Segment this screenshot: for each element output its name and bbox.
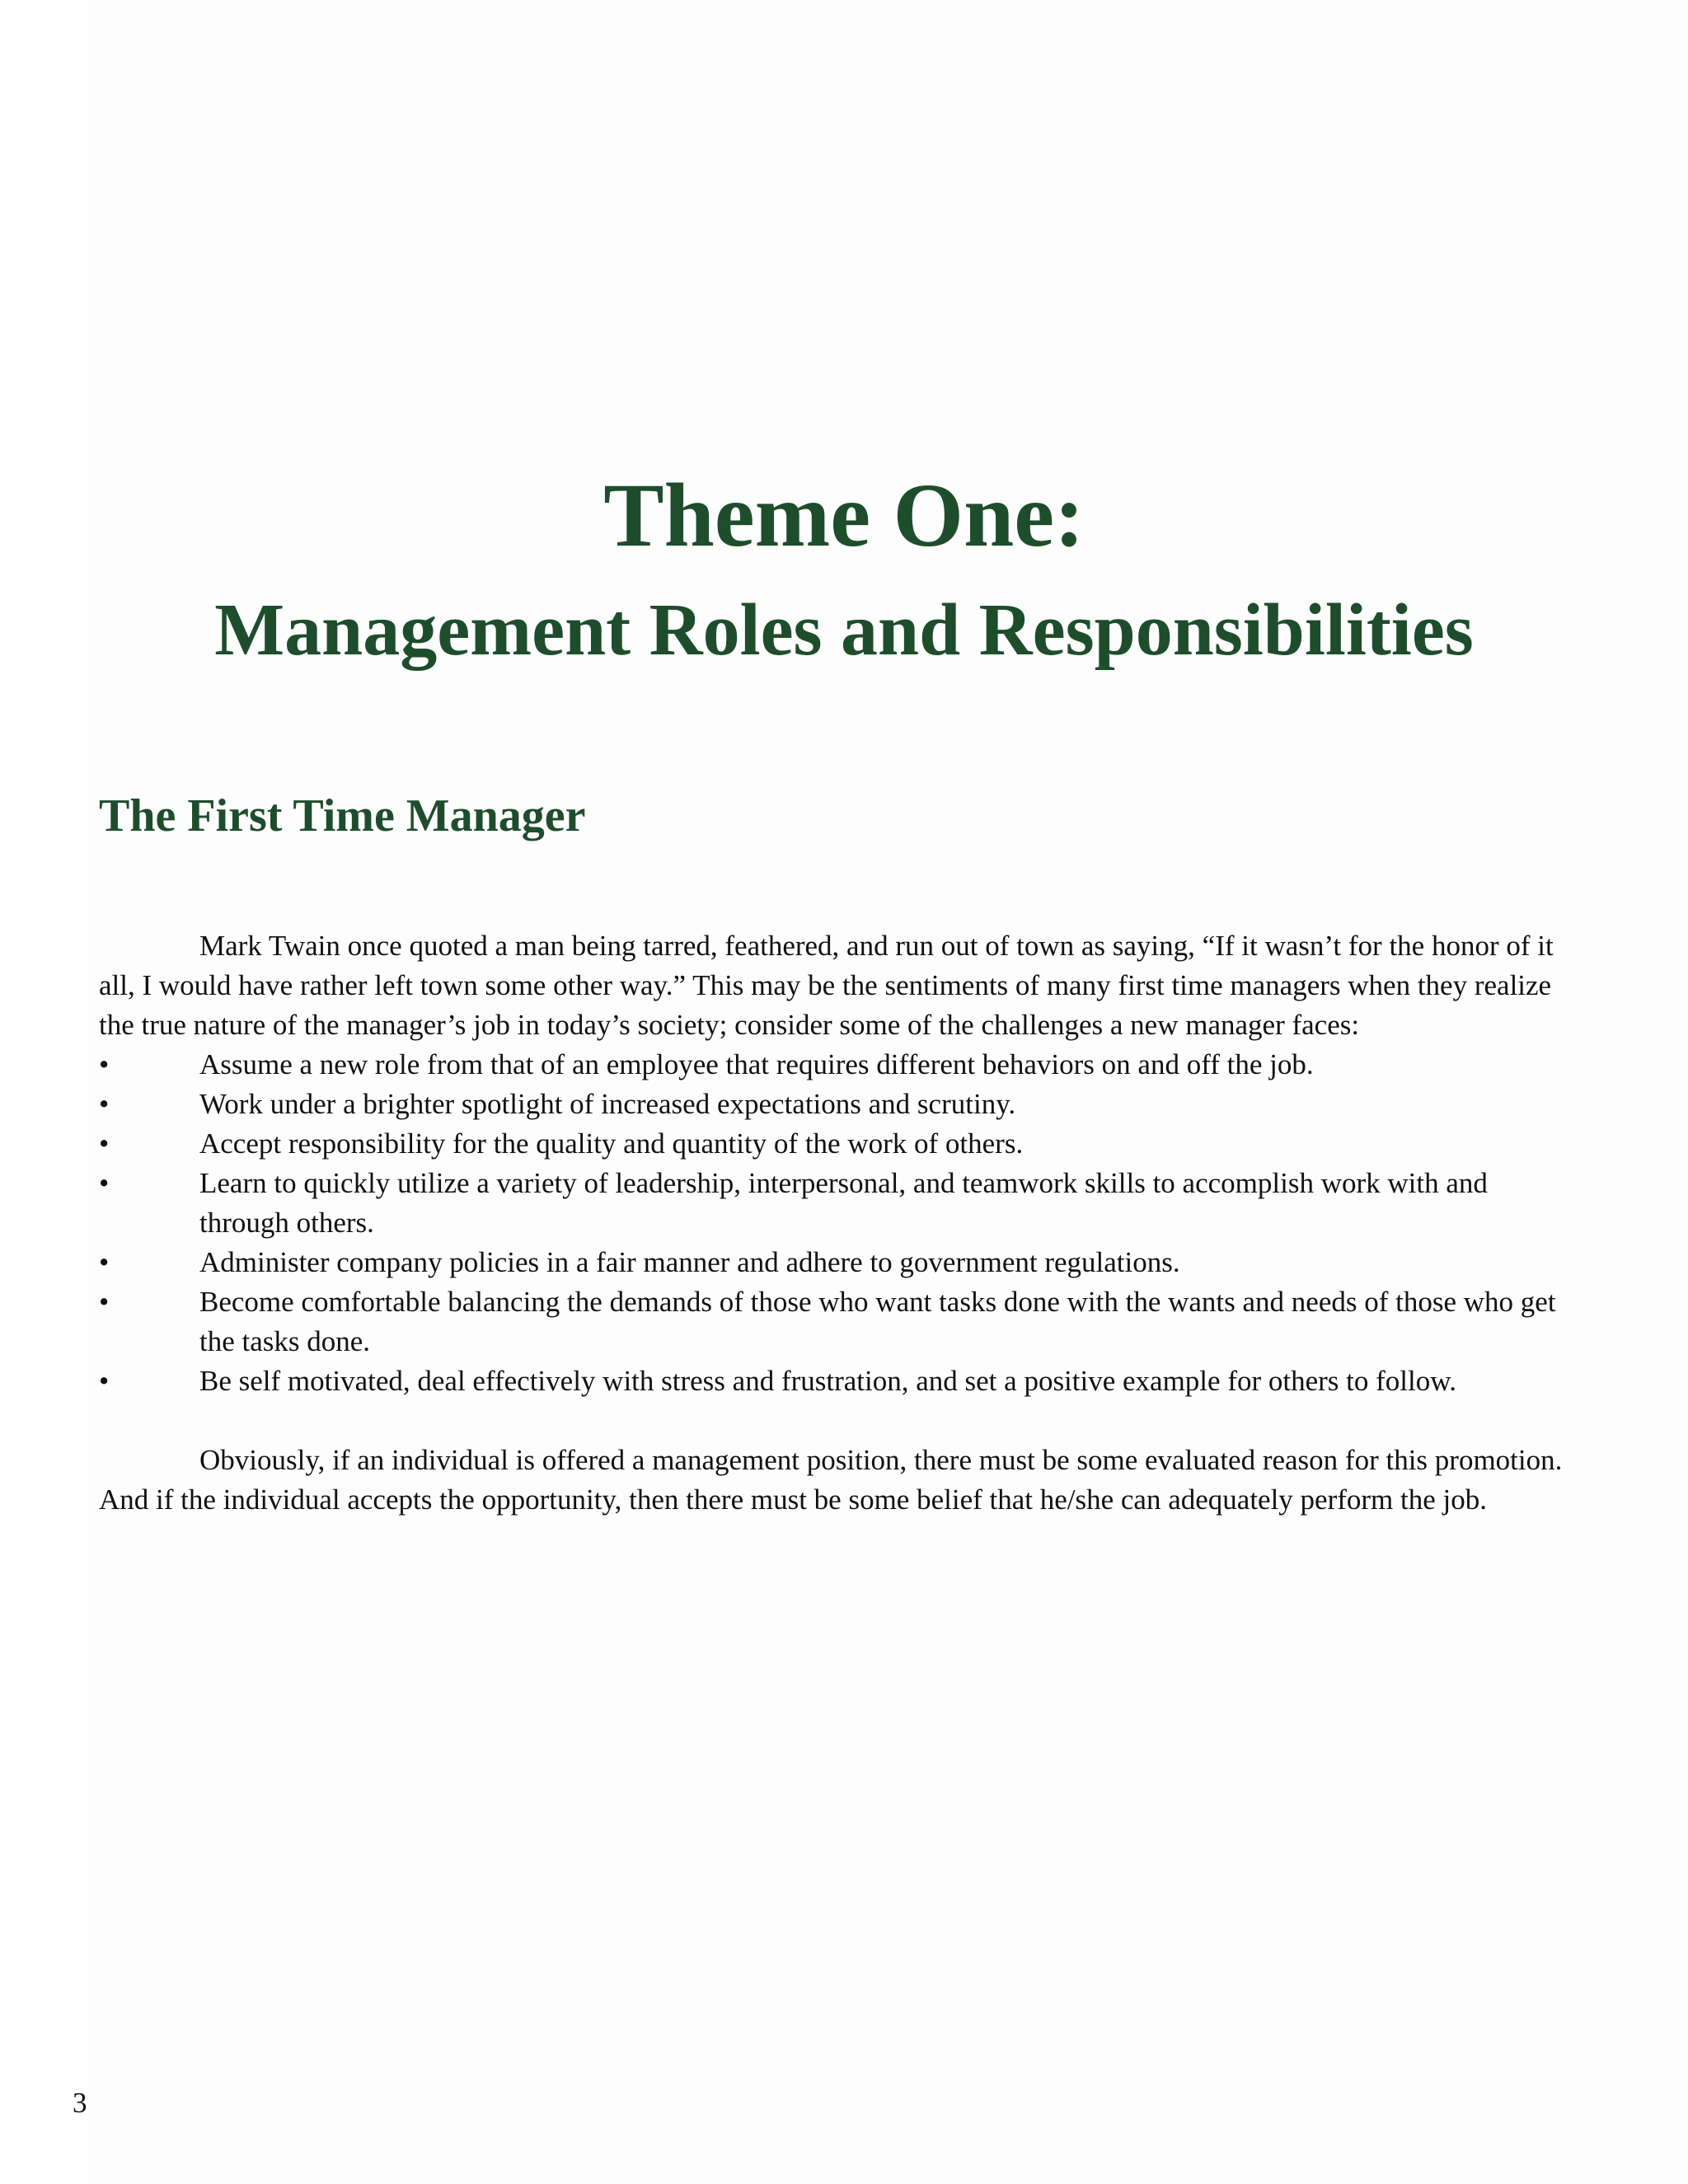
bullet-icon: • (99, 1286, 110, 1318)
challenges-list (99, 1045, 1566, 1401)
paragraph-spacer (99, 1401, 1566, 1441)
bullet-icon: • (99, 1088, 110, 1120)
bullet-icon: • (99, 1365, 110, 1397)
intro-paragraph: Mark Twain once quoted a man being tarred, feathered, and run out of town as saying, “If it wasn’t for the honor of it all, I would have rather left town some other way.” This may be the sentiments of many first time managers when they realize the true nature of the manager’s job in today’s society; consider some of the challenges a new manager faces: (99, 930, 1554, 1041)
section-heading: The First Time Manager (99, 790, 586, 841)
closing-paragraph: Obviously, if an individual is offered a management position, there must be some evaluated reason for this promotion. And if the individual accepts the opportunity, then there must be some belief that he/she can adequately perform the job. (99, 1444, 1563, 1516)
list-item (99, 1361, 1566, 1401)
list-item (99, 1282, 1566, 1361)
list-item-text: Be self motivated, deal effectively with stress and frustration, and set a positive example for others to follow. (199, 1365, 1456, 1397)
page-number: 3 (73, 2087, 87, 2119)
bullet-icon: • (99, 1048, 110, 1080)
bullet-icon: • (99, 1246, 110, 1278)
list-item-text: Work under a brighter spotlight of increased expectations and scrutiny. (199, 1088, 1016, 1120)
list-item-text: Administer company policies in a fair manner and adhere to government regulations. (199, 1246, 1180, 1278)
list-item-text: Assume a new role from that of an employee that requires different behaviors on and off the job. (199, 1048, 1314, 1080)
theme-title: Theme One: (603, 465, 1085, 565)
list-item-text: Accept responsibility for the quality and quantity of the work of others. (199, 1127, 1024, 1160)
bullet-icon: • (99, 1167, 110, 1199)
theme-subtitle: Management Roles and Responsibilities (214, 589, 1474, 671)
bullet-icon: • (99, 1127, 110, 1160)
body-text (99, 926, 1566, 1520)
list-item (99, 1124, 1566, 1164)
list-item (99, 1164, 1566, 1243)
list-item-text: Learn to quickly utilize a variety of leadership, interpersonal, and teamwork skills to accomplish work with and through others. (199, 1167, 1488, 1239)
list-item-text: Become comfortable balancing the demands of those who want tasks done with the wants and needs of those who get the tasks done. (199, 1286, 1556, 1357)
list-item (99, 1085, 1566, 1124)
list-item (99, 1243, 1566, 1282)
list-item (99, 1045, 1566, 1085)
